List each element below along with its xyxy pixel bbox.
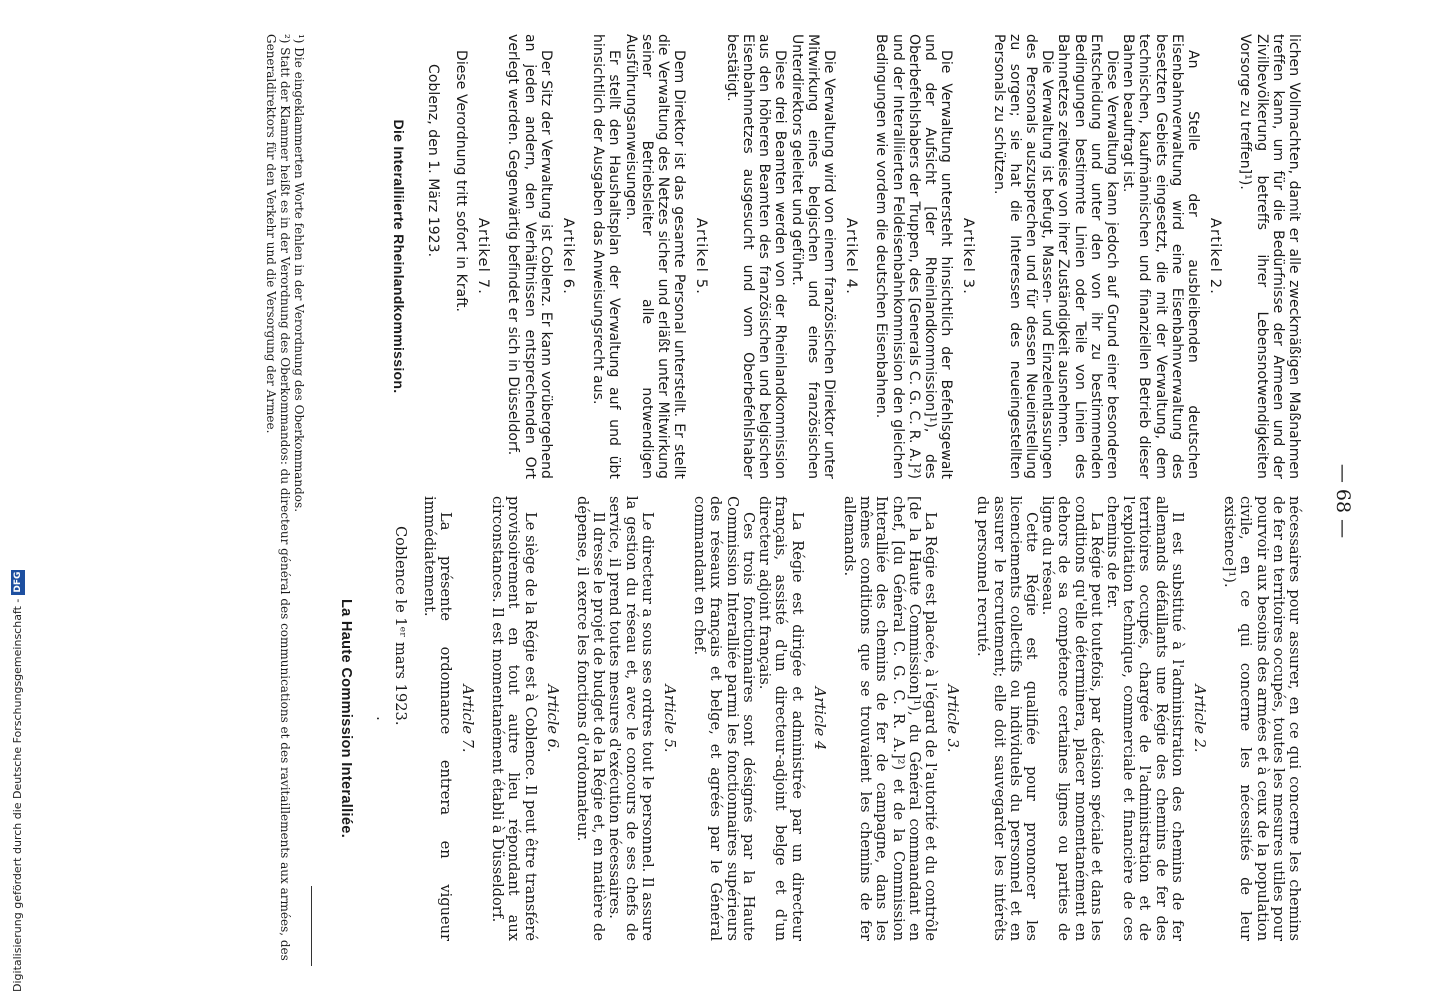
german-art2-p2: Diese Verwaltung kann jedoch auf Grund einer besonderen Entscheidung und unter den von ihr zu bestimmenden Bedingungen bestimmte Linien oder Teile von Linien des Bahnnetzes zeitweise von ihrer Zuständigkeit ausnehmen. bbox=[1055, 34, 1120, 479]
french-art5-p1: Le directeur a sous ses ordres tout le personnel. Il assure la gestion du réseau et, avec le concours de ses chefs de service, il prend toutes mesures d'exécution nécessaires. bbox=[606, 496, 656, 941]
french-column bbox=[338, 496, 1302, 941]
german-art2-p1: An Stelle der ausbleibenden deutschen Eisenbahnverwaltung wird eine Eisenbahnverwaltung des besetzten Gebiets eingesetzt, die mit der Verwaltung, dem technischen, kaufmännischen und finanziellen Betrieb dieser Bahnen beauftragt ist. bbox=[1120, 34, 1201, 479]
french-intro: nécessaires pour assurer, en ce qui concerne les chemins de fer en territoires occupés, toutes les mesures utiles pour pourvoir aux besoins des armées et à ceux de la population civile, en ce qui concerne les nécessités de leur existence]¹). bbox=[1221, 496, 1303, 941]
french-art2-p2: La Régie peut toutefois, par décision spéciale et dans les conditions qu'elle déterminera, placer momentanément en dehors de sa compétence certaines lignes ou parties de ligne du réseau. bbox=[1039, 496, 1105, 941]
footnote-1: ¹) Die eingeklammerten Worte fehlen in der Verordnung des Oberkommandos. bbox=[292, 34, 306, 513]
french-art5-p2: Il dresse le projet de budget de la Régie et, en matière de dépense, il exerce les fonctions d'ordonnateur. bbox=[574, 496, 608, 941]
french-art4-p2: Ces trois fonctionnaires sont désignés par la Haute Commission Interalliée parmi les fonctionnaires supérieurs des réseaux français et belge, et agréés par le Général commandant en chef. bbox=[691, 496, 757, 941]
french-art2-p1: Il est substitué à l'administration des chemins de fer allemands défaillants une Régie des chemins de fer des territoires occupés, chargée de l'administration et de l'exploitation technique, commerciale et financière de ces chemins de fer. bbox=[1103, 496, 1186, 941]
german-art5-p2: Er stellt den Haushaltsplan der Verwaltung auf und übt hinsichtlich der Ausgaben das Anweisungsrecht aus. bbox=[590, 34, 623, 479]
footnote-2: ²) Statt der Klammer heißt es in der Verordnung des Oberkommandos: du directeur général des communications et des ravitaillements aux armées, des Generaldirektors für den Verkehr und die Versorgung der Armee. bbox=[264, 34, 292, 961]
german-column bbox=[390, 34, 1302, 479]
french-art4-p1: La Régie est dirigée et administrée par un directeur français, assisté d'un directeur-adjoint belge et d'un directeur adjoint français. bbox=[756, 496, 806, 941]
german-art4-title: Artikel 4. bbox=[843, 217, 861, 296]
dfg-logo: DFG bbox=[13, 571, 23, 593]
french-art6-title: Article 6. bbox=[543, 684, 561, 753]
german-art6-title: Artikel 6. bbox=[560, 217, 578, 296]
footnote-rule bbox=[311, 886, 312, 966]
rotated-content bbox=[42, 26, 1372, 976]
german-art2-title: Artikel 2. bbox=[1207, 217, 1225, 296]
french-art3-p1: La Régie est placée, à l'égard de l'autorité et du contrôle [de la Haute Commission]¹), du Général commandant en chef, [du Général C. G. C. R. A.]²) et de la Commission Interalliée des chemins de fer de campagne, dans les mêmes conditions que se trouvaient les chemins de fer allemands. bbox=[840, 496, 939, 941]
german-art4-p2: Diese drei Beamten werden von der Rheinlandkommission aus den höheren Beamten des französischen und belgischen Eisenbahnnetzes ausgesucht und vom Oberbefehlshaber bestätigt. bbox=[723, 34, 789, 479]
page-number: — 68 — bbox=[1332, 463, 1354, 539]
german-intro: lichen Vollmachten, damit er alle zweckmäßigen Maßnahmen treffen kann, um für die Bedürfnisse der Armeen und der Zivilbevölkerung betreffs ihrer Lebensnotwendigkeiten Vorsorge zu treffen]¹). bbox=[1237, 34, 1302, 479]
german-art3-title: Artikel 3. bbox=[960, 217, 978, 296]
german-art3-p1: Die Verwaltung untersteht hinsichtlich der Befehlsgewalt und der Aufsicht [der Rheinlandkommission]¹), des Oberbefehlshabers der Truppen, des [Generals C. G. C. R. A.]²) und der Interalliierten Feldeisenbahnkommission den gleichen Bedingungen wie vordem die deutschen Eisenbahnen. bbox=[873, 34, 955, 479]
french-art7-p1: La présente ordonnance entrera en vigueur immédiatement. bbox=[420, 496, 454, 941]
german-art6-p1: Der Sitz der Verwaltung ist Coblenz. Er kann vorübergehend an jeden andern, den Verhältnissen entsprechenden Ort verlegt werden. Gegenwärtig befindet er sich in Düsseldorf. bbox=[505, 34, 554, 479]
digitization-footer bbox=[8, 0, 28, 1000]
german-art7-title: Artikel 7. bbox=[475, 217, 493, 296]
french-signature: La Haute Commission Interalliée. bbox=[338, 598, 355, 839]
german-signature: Die Interalliierte Rheinlandkommission. bbox=[390, 119, 407, 394]
french-art3-title: Article 3. bbox=[944, 684, 962, 753]
footer-text: Digitalisierung gefördert durch die Deutsche Forschungsgemeinschaft - bbox=[11, 598, 24, 992]
french-art4-title: Article 4 bbox=[810, 686, 828, 751]
french-art7-title: Article 7. bbox=[459, 684, 477, 753]
french-art5-title: Article 5. bbox=[661, 684, 679, 753]
german-art5-p1: Dem Direktor ist das gesamte Personal unterstellt. Er stellt die Verwaltung des Netzes sicher und erläßt unter Mitwirkung seiner Betriebsleiter alle notwendigen Ausführungsanweisungen. bbox=[622, 34, 688, 479]
german-art5-title: Artikel 5. bbox=[693, 217, 711, 296]
french-date: Coblence le 1ᵉʳ mars 1923. bbox=[392, 526, 410, 726]
divider-dot: · bbox=[369, 716, 387, 721]
french-art2-title: Article 2. bbox=[1190, 684, 1208, 753]
german-date: Coblenz, den 1. März 1923. bbox=[424, 64, 441, 258]
french-art6-p1: Le siège de la Régie est à Coblence. Il peut être transféré provisoirement en tout autre lieu répondant aux circonstances. Il est momentanément établi à Düsseldorf. bbox=[489, 496, 539, 941]
german-art4-p1: Die Verwaltung wird von einem französischen Direktor unter Mitwirkung eines belgischen und eines französischen Unterdirektors geleitet und geführt. bbox=[788, 34, 837, 479]
french-art2-p3: Cette Régie est qualifiée pour prononcer les licenciements collectifs ou individuels du personnel et en assurer le recrutement; elle doit sauvegarder les intérêts du personnel recruté. bbox=[974, 496, 1040, 941]
german-art7-p1: Diese Verordnung tritt sofort in Kraft. bbox=[453, 50, 470, 313]
german-art2-p3: Die Verwaltung ist befugt, Massen- und Einzelentlassungen des Personals auszusprechen und für dessen Neueinstellung zu sorgen; sie hat die Interessen des neueingestellten Personals zu schützen. bbox=[990, 34, 1056, 479]
